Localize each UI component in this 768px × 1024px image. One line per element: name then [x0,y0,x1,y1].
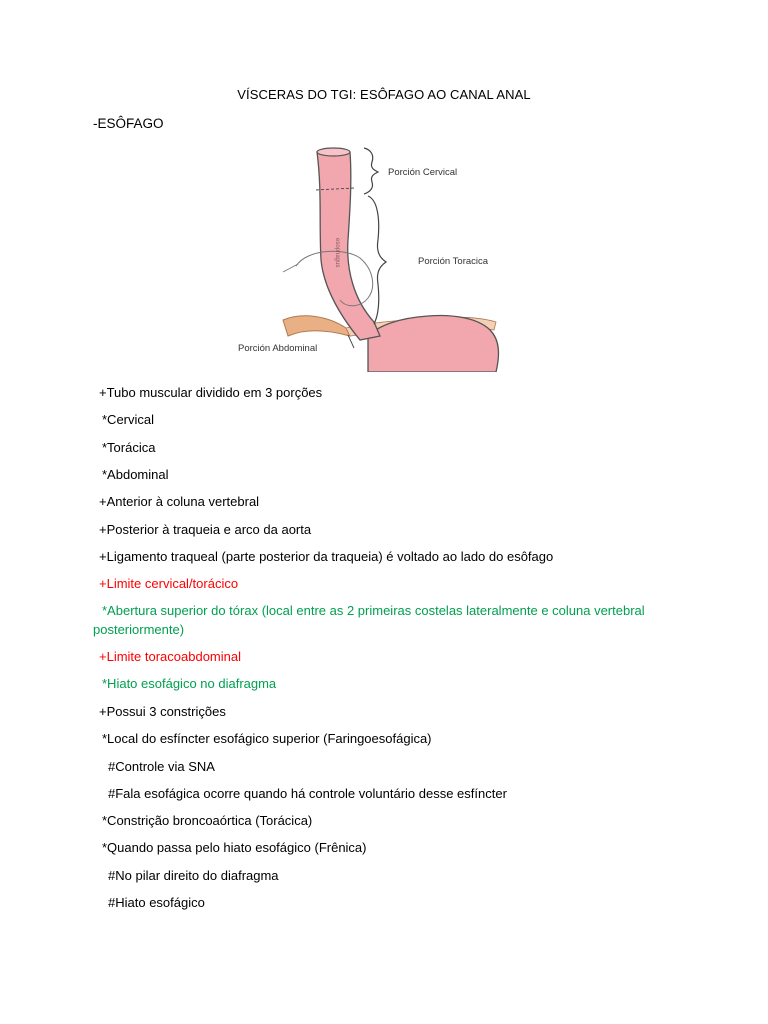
list-item: +Ligamento traqueal (parte posterior da traqueia) é voltado ao lado do esôfago [99,549,554,564]
list-item: *Quando passa pelo hiato esofágico (Frênica) [102,840,367,855]
list-item: #Controle via SNA [108,759,215,774]
list-item: +Posterior à traqueia e arco da aorta [99,522,312,537]
aortic-branch-line [283,264,298,272]
list-item-highlight-red: +Limite cervical/torácico [99,576,239,591]
list-item: #Hiato esofágico [108,895,205,910]
abdominal-pointer-line [348,335,354,348]
list-item: *Torácica [102,440,156,455]
list-item: +Possui 3 constrições [99,704,226,719]
list-item-highlight-green: *Hiato esofágico no diafragma [102,676,277,691]
label-cervical: Porción Cervical [388,167,458,178]
esophagus-vertical-text-shape: esophagus [334,238,340,268]
list-item: *Abdominal [102,467,169,482]
list-item-highlight-red: +Limite toracoabdominal [99,649,241,664]
list-item-highlight-green: *Abertura superior do tórax (local entre as 2 primeiras costelas lateralmente e coluna vertebral posteriormente) [93,603,645,637]
list-item: *Constrição broncoaórtica (Torácica) [102,813,313,828]
list-item: +Anterior à coluna vertebral [99,494,260,509]
diaphragm-shape [283,316,350,336]
esophagus-top-opening [317,148,350,156]
esophagus-diagram-svg [228,140,638,372]
esophagus-diagram [228,140,638,372]
list-item: *Local do esfíncter esofágico superior (Faringoesofágica) [102,731,432,746]
thoracic-brace [368,196,386,324]
list-item: *Cervical [102,412,155,427]
label-toracica: Porción Toracica [418,256,489,267]
list-item: #No pilar direito do diafragma [108,868,279,883]
label-abdominal: Porción Abdominal [238,343,318,354]
cervical-brace [364,148,378,194]
list-item: +Tubo muscular dividido em 3 porções [99,385,323,400]
stomach-shape [368,316,498,372]
list-item: #Fala esofágica ocorre quando há controle voluntário desse esfíncter [108,786,507,801]
section-heading: -ESÔFAGO [93,116,164,131]
esophagus-tube-shape [317,152,380,340]
document-title: VÍSCERAS DO TGI: ESÔFAGO AO CANAL ANAL [237,87,531,102]
